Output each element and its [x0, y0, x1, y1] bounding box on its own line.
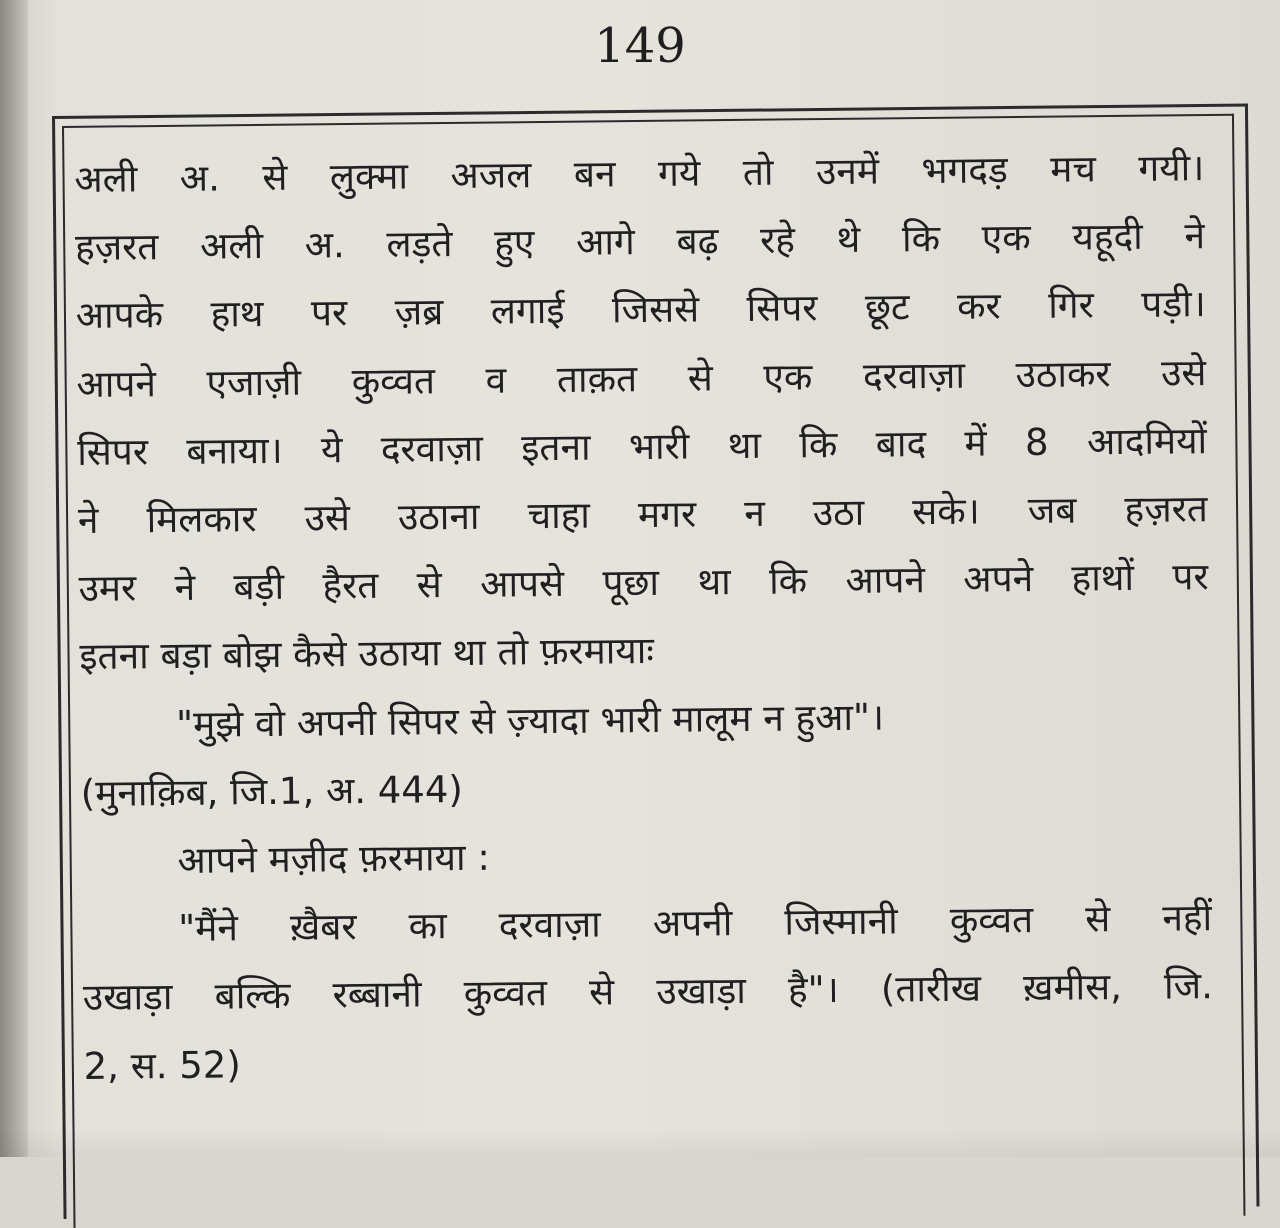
text-line-7: उमर ने बड़ी हैरत से आपसे पूछा था कि आपने अपने हाथों पर	[78, 555, 1209, 611]
text-line-6: ने मिलकार उसे उठाना चाहा मगर न उठा सके। जब हज़रत	[77, 487, 1209, 542]
quote-line-2b: उखाड़ा बल्कि रब्बानी कुव्वत से उखाड़ा है"। (तारीख ख़मीस, जि.	[82, 964, 1214, 1020]
text-line-5: सिपर बनाया। ये दरवाज़ा इतना भारी था कि बाद में 8 आदमियों	[76, 418, 1208, 474]
quote-line-1: "मुझे वो अपनी सिपर से ज़्यादा भारी मालूम न हुआ"।	[175, 695, 885, 746]
text-line-1: अली अ. से लुक्मा अजल बन गये तो उनमें भगदड़ मच गयी।	[74, 146, 1205, 201]
text-line-3: आपके हाथ पर ज़ब्र लगाई जिससे सिपर छूट कर गिर पड़ी।	[75, 282, 1206, 338]
citation-tarikh: 2, स. 52)	[83, 1042, 241, 1088]
quote-line-2a: "मैंने ख़ैबर का दरवाज़ा अपनी जिस्मानी कुव्वत से नहीं	[177, 896, 1213, 951]
bottom-shade	[0, 1128, 1280, 1157]
text-line-2: हज़रत अली अ. लड़ते हुए आगे बढ़ रहे थे कि एक यहूदी ने	[74, 214, 1206, 270]
citation-munaqib: (मुनाक़िब, जि.1, अ. 444)	[80, 767, 464, 815]
body-text	[74, 134, 1214, 1101]
page-number: 149	[594, 18, 686, 74]
page-gutter-shadow	[0, 0, 28, 1157]
text-line-further-said: आपने मज़ीद फ़रमाया :	[177, 835, 491, 882]
text-line-8: इतना बड़ा बोझ कैसे उठाया था तो फ़रमायाः	[79, 629, 655, 679]
text-line-4: आपने एजाज़ी कुव्वत व ताक़त से एक दरवाज़ा उठाकर उसे	[76, 350, 1207, 406]
